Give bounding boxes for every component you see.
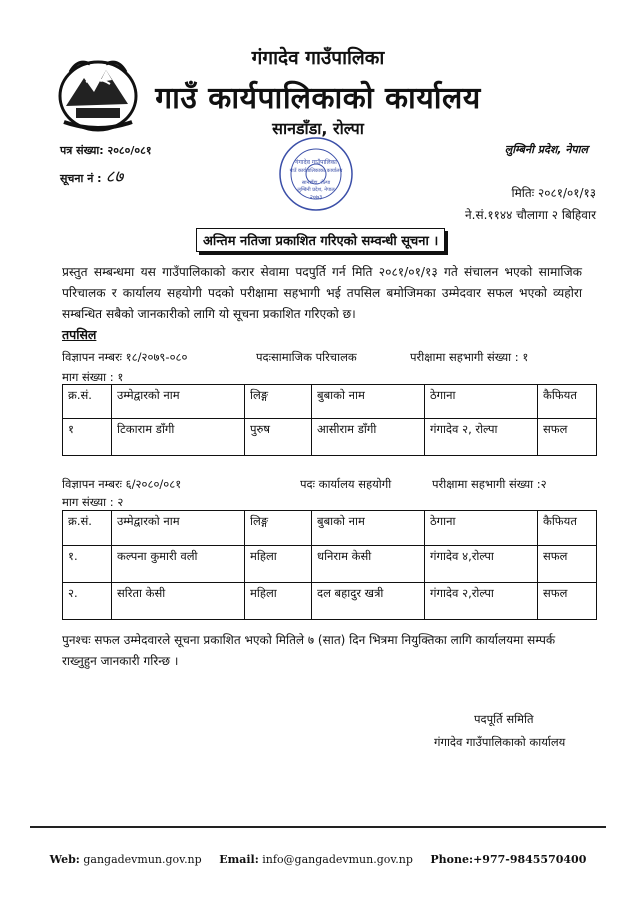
- province-label: लुम्बिनी प्रदेश, नेपाल: [504, 143, 588, 156]
- notice-number-value: ८७: [105, 167, 124, 187]
- col-address: ठेगाना: [425, 511, 538, 546]
- office-seal-stamp: [276, 134, 356, 214]
- cell-candidate-name: सरिता केसी: [112, 583, 245, 620]
- cell-sn: १: [63, 419, 112, 456]
- cell-candidate-name: टिकाराम डाँगी: [112, 419, 245, 456]
- cell-address: गंगादेव ४,रोल्पा: [425, 546, 538, 583]
- notice-body: प्रस्तुत सम्बन्धमा यस गाउँपालिकाको करार सेवामा पदपुर्ति गर्न मिति २०८१/०१/१३ गते संचालन भएको सामाजिक परिचालक र कार्यालय सहयोगी पदको परीक्षामा सहभागी भई तपसिल बमोजिमका उम्मेदवार सफल भएको व्यहोरा सम्बन्धित सबैको जानकारीको लागि यो सूचना प्रकाशित गरिएको छ।: [62, 265, 582, 321]
- email-link[interactable]: info@gangadevmun.gov.np: [262, 853, 413, 866]
- svg-text:गाउँ कार्यपालिकाको कार्यालय: गाउँ कार्यपालिकाको कार्यालय: [289, 168, 343, 174]
- table-row: [63, 583, 597, 620]
- svg-text:२०७३: २०७३: [309, 194, 323, 201]
- phone-label: Phone:: [430, 853, 474, 866]
- org-name-small: गंगादेव गाउँपालिका: [251, 47, 385, 69]
- col-gender: लिङ्ग: [245, 385, 312, 419]
- nepal-sambat-date: ने.सं.११४४ चौलागा २ बिहिवार: [464, 208, 596, 222]
- cell-father-name: धनिराम केसी: [312, 546, 425, 583]
- cell-father-name: आसीराम डाँगी: [312, 419, 425, 456]
- cell-gender: महिला: [245, 546, 312, 583]
- vacancy2-participants: परीक्षामा सहभागी संख्या :२: [432, 477, 547, 491]
- notice-number-label: सूचना नं :: [60, 172, 102, 185]
- vacancy1-demand: माग संख्या : १: [62, 370, 124, 384]
- cell-gender: पुरुष: [245, 419, 312, 456]
- notice-title: अन्तिम नतिजा प्रकाशित गरिएको सम्वन्धी सूचना ।: [196, 228, 445, 252]
- col-candidate-name: उम्मेद्वारको नाम: [112, 511, 245, 546]
- col-remarks: कैफियत: [538, 511, 597, 546]
- svg-text:गंगादेव गाउँपालिका: गंगादेव गाउँपालिका: [295, 159, 337, 166]
- date-line: मितिः २०८१/०१/१३: [511, 186, 596, 200]
- col-father-name: बुबाको नाम: [312, 385, 425, 419]
- table-header-row: [63, 385, 597, 419]
- tapasil-heading: तपसिल: [62, 327, 97, 342]
- web-label: Web:: [49, 853, 80, 866]
- vacancy2-post: पदः कार्यालय सहयोगी: [300, 477, 392, 491]
- col-father-name: बुबाको नाम: [312, 511, 425, 546]
- signature-committee: पदपूर्ति समिति: [474, 712, 534, 726]
- notice-number-row: [60, 164, 123, 187]
- results-table-2: [62, 510, 597, 620]
- postscript-note: पुनश्चः सफल उम्मेदवारले सूचना प्रकाशित भएको मितिले ७ (सात) दिन भित्रमा नियुक्तिका लागि कार्यालयमा सम्पर्क राख्नुहुन जानकारी गरिन्छ ।: [62, 633, 556, 668]
- col-sn: क्र.सं.: [63, 385, 112, 419]
- signature-office: गंगादेव गाउँपालिकाको कार्यालय: [434, 735, 566, 749]
- cell-address: गंगादेव २,रोल्पा: [425, 583, 538, 620]
- col-candidate-name: उम्मेद्वारको नाम: [112, 385, 245, 419]
- vacancy1-ad-number: विज्ञापन नम्बरः १८/२०७९-०८०: [62, 350, 188, 364]
- col-sn: क्र.सं.: [63, 511, 112, 546]
- col-gender: लिङ्ग: [245, 511, 312, 546]
- office-name: गाउँ कार्यपालिकाको कार्यालय: [155, 81, 481, 116]
- reference-number: पत्र संख्या: २०८०/०८१: [60, 144, 152, 157]
- vacancy1-participants: परीक्षामा सहभागी संख्या : १: [410, 350, 529, 364]
- contact-footer: [0, 853, 636, 866]
- website-link[interactable]: gangadevmun.gov.np: [83, 853, 202, 866]
- col-address: ठेगाना: [425, 385, 538, 419]
- results-table-1: [62, 384, 597, 456]
- cell-remarks: सफल: [538, 419, 597, 456]
- vacancy2-demand: माग संख्या : २: [62, 495, 124, 509]
- cell-remarks: सफल: [538, 546, 597, 583]
- svg-text:सानडाँडा, रोल्पा: सानडाँडा, रोल्पा: [301, 180, 331, 186]
- vacancy1-post: पदःसामाजिक परिचालक: [256, 350, 357, 364]
- cell-father-name: दल बहादुर खत्री: [312, 583, 425, 620]
- office-location: सानडाँडा, रोल्पा: [272, 119, 364, 138]
- email-label: Email:: [219, 853, 259, 866]
- svg-text:लुम्बिनी प्रदेश, नेपाल: लुम्बिनी प्रदेश, नेपाल: [297, 187, 335, 193]
- cell-address: गंगादेव २, रोल्पा: [425, 419, 538, 456]
- cell-sn: २.: [63, 583, 112, 620]
- footer-divider: [30, 826, 606, 828]
- vacancy2-ad-number: विज्ञापन नम्बरः ६/२०८०/०८१: [62, 477, 182, 491]
- table-row: [63, 546, 597, 583]
- col-remarks: कैफियत: [538, 385, 597, 419]
- cell-candidate-name: कल्पना कुमारी वली: [112, 546, 245, 583]
- cell-remarks: सफल: [538, 583, 597, 620]
- table-header-row: [63, 511, 597, 546]
- phone-number: +977-9845570400: [473, 853, 587, 866]
- cell-gender: महिला: [245, 583, 312, 620]
- cell-sn: १.: [63, 546, 112, 583]
- table-row: [63, 419, 597, 456]
